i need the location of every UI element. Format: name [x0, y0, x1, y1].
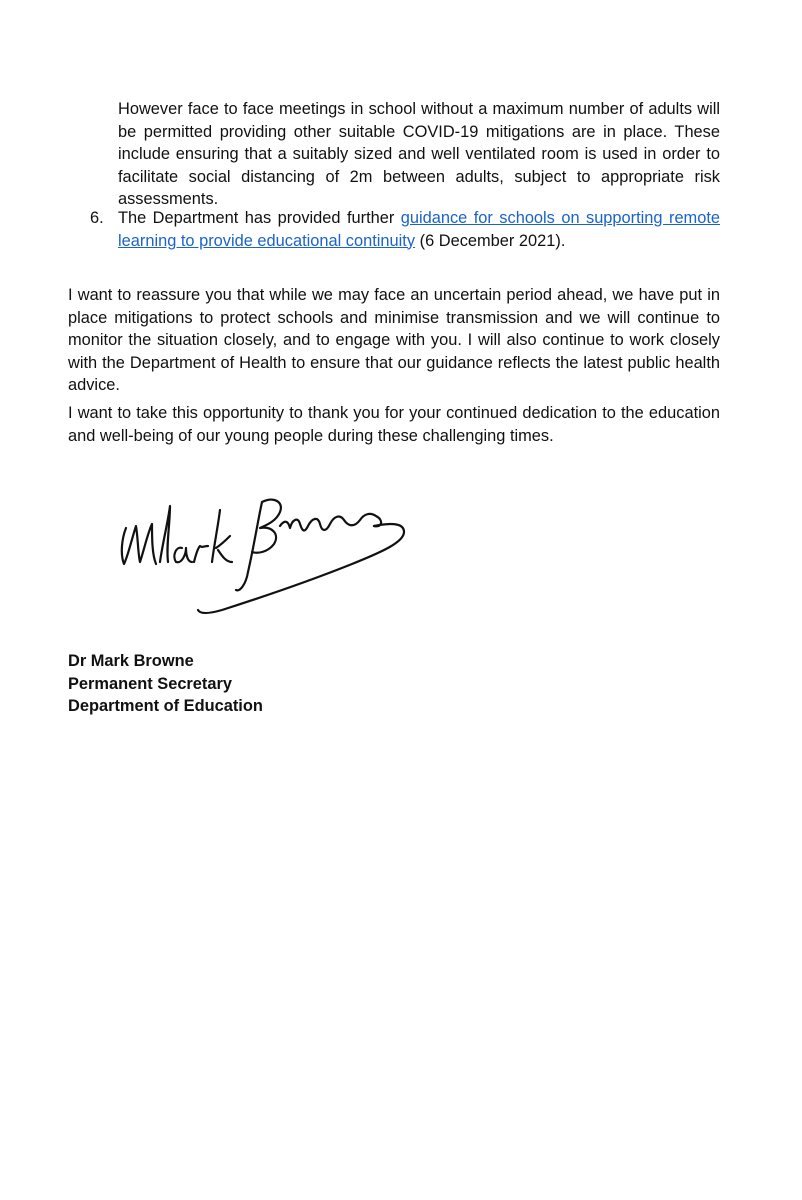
- list-text-before: The Department has provided further: [118, 209, 401, 227]
- thanks-paragraph: I want to take this opportunity to thank you for your continued dedication to the education and well-being of our young people during these challenging times.: [68, 404, 720, 445]
- signatory-name: Dr Mark Browne: [68, 652, 194, 670]
- list-item-text: [118, 207, 720, 252]
- list-text-after: (6 December 2021).: [415, 231, 566, 250]
- signatory-department: Department of Education: [68, 697, 263, 715]
- reassurance-paragraph: I want to reassure you that while we may face an uncertain period ahead, we have put in place mitigations to protect schools and minimise transmission and we will continue to monitor the situation closely, and to engage with you. I will also continue to work closely with the Department of Health to ensure that our guidance reflects the latest public health advice.: [68, 286, 720, 394]
- signatory-title: Permanent Secretary: [68, 674, 232, 693]
- signatory-block: [68, 650, 263, 718]
- handwritten-signature: [112, 476, 412, 616]
- list-continuation-paragraph: However face to face meetings in school without a maximum number of adults will be permitted providing other suitable COVID-19 mitigations are in place. These include ensuring that a suitably sized and well ventilated room is used in order to facilitate social distancing of 2m between adults, subject to appropriate risk assessments.: [118, 100, 720, 208]
- list-number: 6.: [90, 209, 104, 227]
- remote-learning-guidance-link[interactable]: guidance for schools on supporting remote learning to provide educational continuity: [118, 209, 720, 250]
